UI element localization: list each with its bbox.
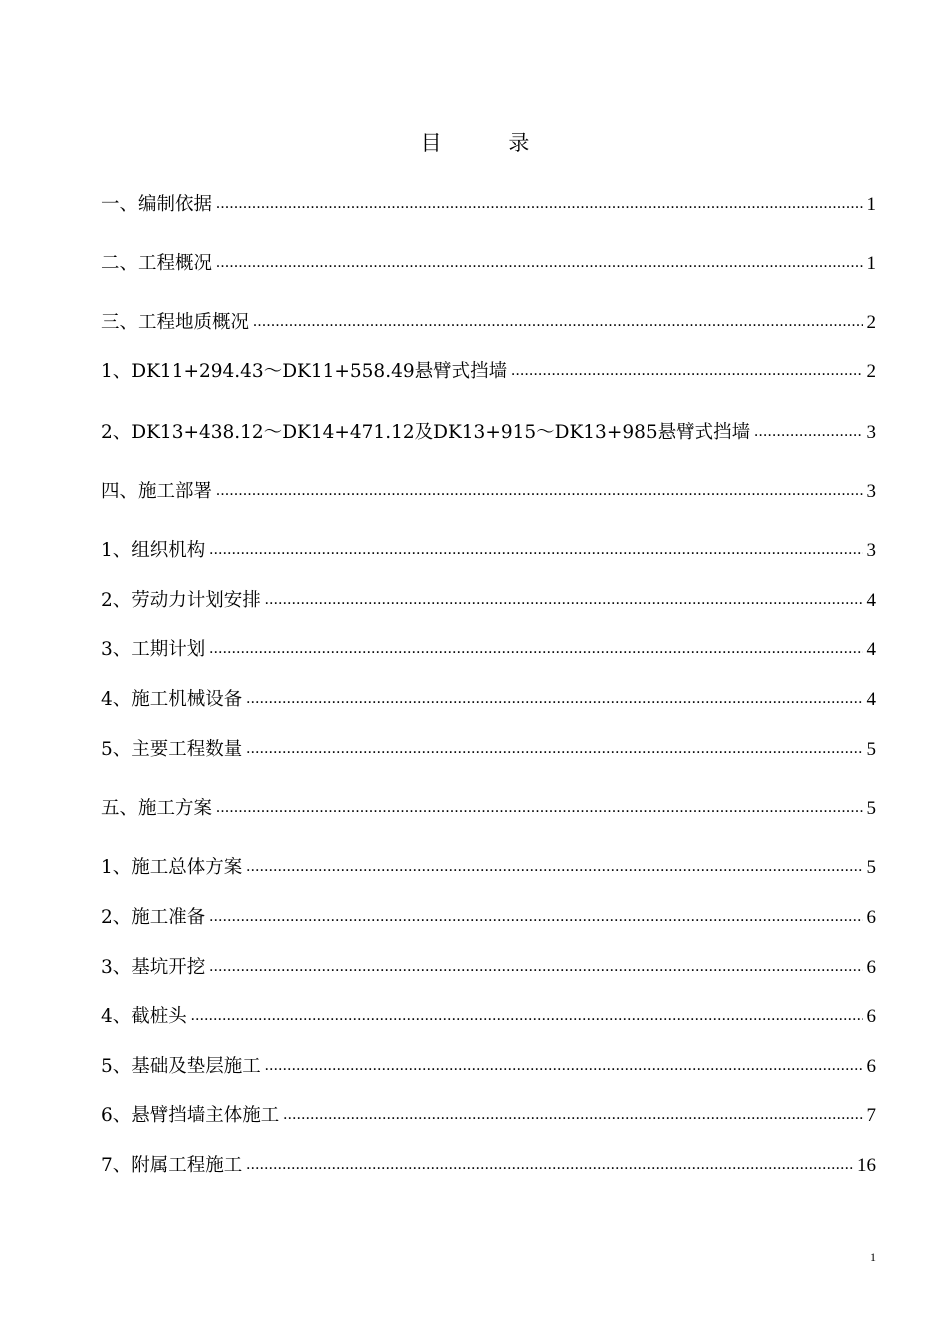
toc-entry[interactable] <box>101 1048 876 1080</box>
toc-entry-page: 2 <box>866 312 876 333</box>
toc-entry[interactable] <box>101 1147 876 1179</box>
toc-entry-page: 5 <box>866 857 876 878</box>
dot-leader <box>246 1155 853 1175</box>
toc-entry[interactable] <box>101 353 876 385</box>
toc-entry-label: 6、悬臂挡墙主体施工 <box>101 1105 280 1126</box>
dot-leader <box>216 481 862 501</box>
toc-entry-label: 2、施工准备 <box>101 907 206 928</box>
toc-entry-label: 1、施工总体方案 <box>101 857 243 878</box>
dot-leader <box>265 590 863 610</box>
dot-leader <box>246 739 862 759</box>
dot-leader <box>191 1006 863 1026</box>
toc-entry-page: 1 <box>866 253 876 274</box>
toc-entry-page: 2 <box>866 361 876 382</box>
toc-entry[interactable] <box>101 631 876 663</box>
toc-entry[interactable] <box>101 949 876 981</box>
toc-entry-label: 7、附属工程施工 <box>101 1155 243 1176</box>
toc-entry-page: 5 <box>866 798 876 819</box>
dot-leader <box>209 907 862 927</box>
toc-entry-page: 4 <box>866 590 876 611</box>
dot-leader <box>216 253 862 273</box>
toc-entry-page: 3 <box>866 422 876 443</box>
toc-entry-label: 3、基坑开挖 <box>101 957 206 978</box>
toc-entry[interactable] <box>101 473 876 505</box>
toc-entry-page: 7 <box>866 1105 876 1126</box>
toc-entry-label: 2、DK13+438.12～DK14+471.12及DK13+915～DK13+985悬臂式挡墙 <box>101 422 751 443</box>
toc-entry-label: 4、截桩头 <box>101 1006 187 1027</box>
toc-title: 目 录 <box>420 131 560 155</box>
dot-leader <box>209 957 862 977</box>
toc-entry-label: 五、施工方案 <box>101 798 213 819</box>
dot-leader <box>209 639 862 659</box>
toc-entry[interactable] <box>101 681 876 713</box>
toc-entry-label: 5、主要工程数量 <box>101 739 243 760</box>
dot-leader <box>283 1105 862 1125</box>
toc-entry[interactable] <box>101 532 876 564</box>
toc-entry-page: 6 <box>866 1056 876 1077</box>
toc-entry-page: 16 <box>857 1155 876 1176</box>
toc-entry[interactable] <box>101 790 876 822</box>
toc-entry-label: 1、组织机构 <box>101 540 206 561</box>
dot-leader <box>209 540 862 560</box>
toc-entry-label: 四、施工部署 <box>101 481 213 502</box>
toc-entry-page: 6 <box>866 1006 876 1027</box>
page-number-footer: 1 <box>870 1250 876 1264</box>
toc-entry-page: 4 <box>866 639 876 660</box>
toc-entry-label: 4、施工机械设备 <box>101 689 243 710</box>
toc-entry-page: 6 <box>866 957 876 978</box>
toc-entry-page: 6 <box>866 907 876 928</box>
dot-leader <box>754 422 862 442</box>
toc-entry-label: 二、工程概况 <box>101 253 213 274</box>
toc-entry-page: 3 <box>866 481 876 502</box>
toc-entry-page: 3 <box>866 540 876 561</box>
toc-entry[interactable] <box>101 998 876 1030</box>
toc-entry[interactable] <box>101 582 876 614</box>
toc-entry-page: 1 <box>866 194 876 215</box>
toc-entry-label: 1、DK11+294.43～DK11+558.49悬臂式挡墙 <box>101 361 508 382</box>
toc-entry-label: 一、编制依据 <box>101 194 213 215</box>
dot-leader <box>246 857 862 877</box>
dot-leader <box>246 689 862 709</box>
toc-entry-page: 4 <box>866 689 876 710</box>
toc-entry[interactable] <box>101 414 876 446</box>
toc-entry-page: 5 <box>866 739 876 760</box>
toc-entry[interactable] <box>101 731 876 763</box>
dot-leader <box>216 798 862 818</box>
dot-leader <box>253 312 862 332</box>
toc-entry-label: 三、工程地质概况 <box>101 312 250 333</box>
toc-entry[interactable] <box>101 899 876 931</box>
dot-leader <box>265 1056 863 1076</box>
toc-entry-label: 3、工期计划 <box>101 639 206 660</box>
toc-entry[interactable] <box>101 1097 876 1129</box>
toc-entry[interactable] <box>101 849 876 881</box>
toc-entry[interactable] <box>101 304 876 336</box>
toc-entry-label: 5、基础及垫层施工 <box>101 1056 261 1077</box>
dot-leader <box>511 361 862 381</box>
toc-entry[interactable] <box>101 186 876 218</box>
toc-entry-label: 2、劳动力计划安排 <box>101 590 261 611</box>
dot-leader <box>216 194 862 214</box>
toc-entry[interactable] <box>101 245 876 277</box>
